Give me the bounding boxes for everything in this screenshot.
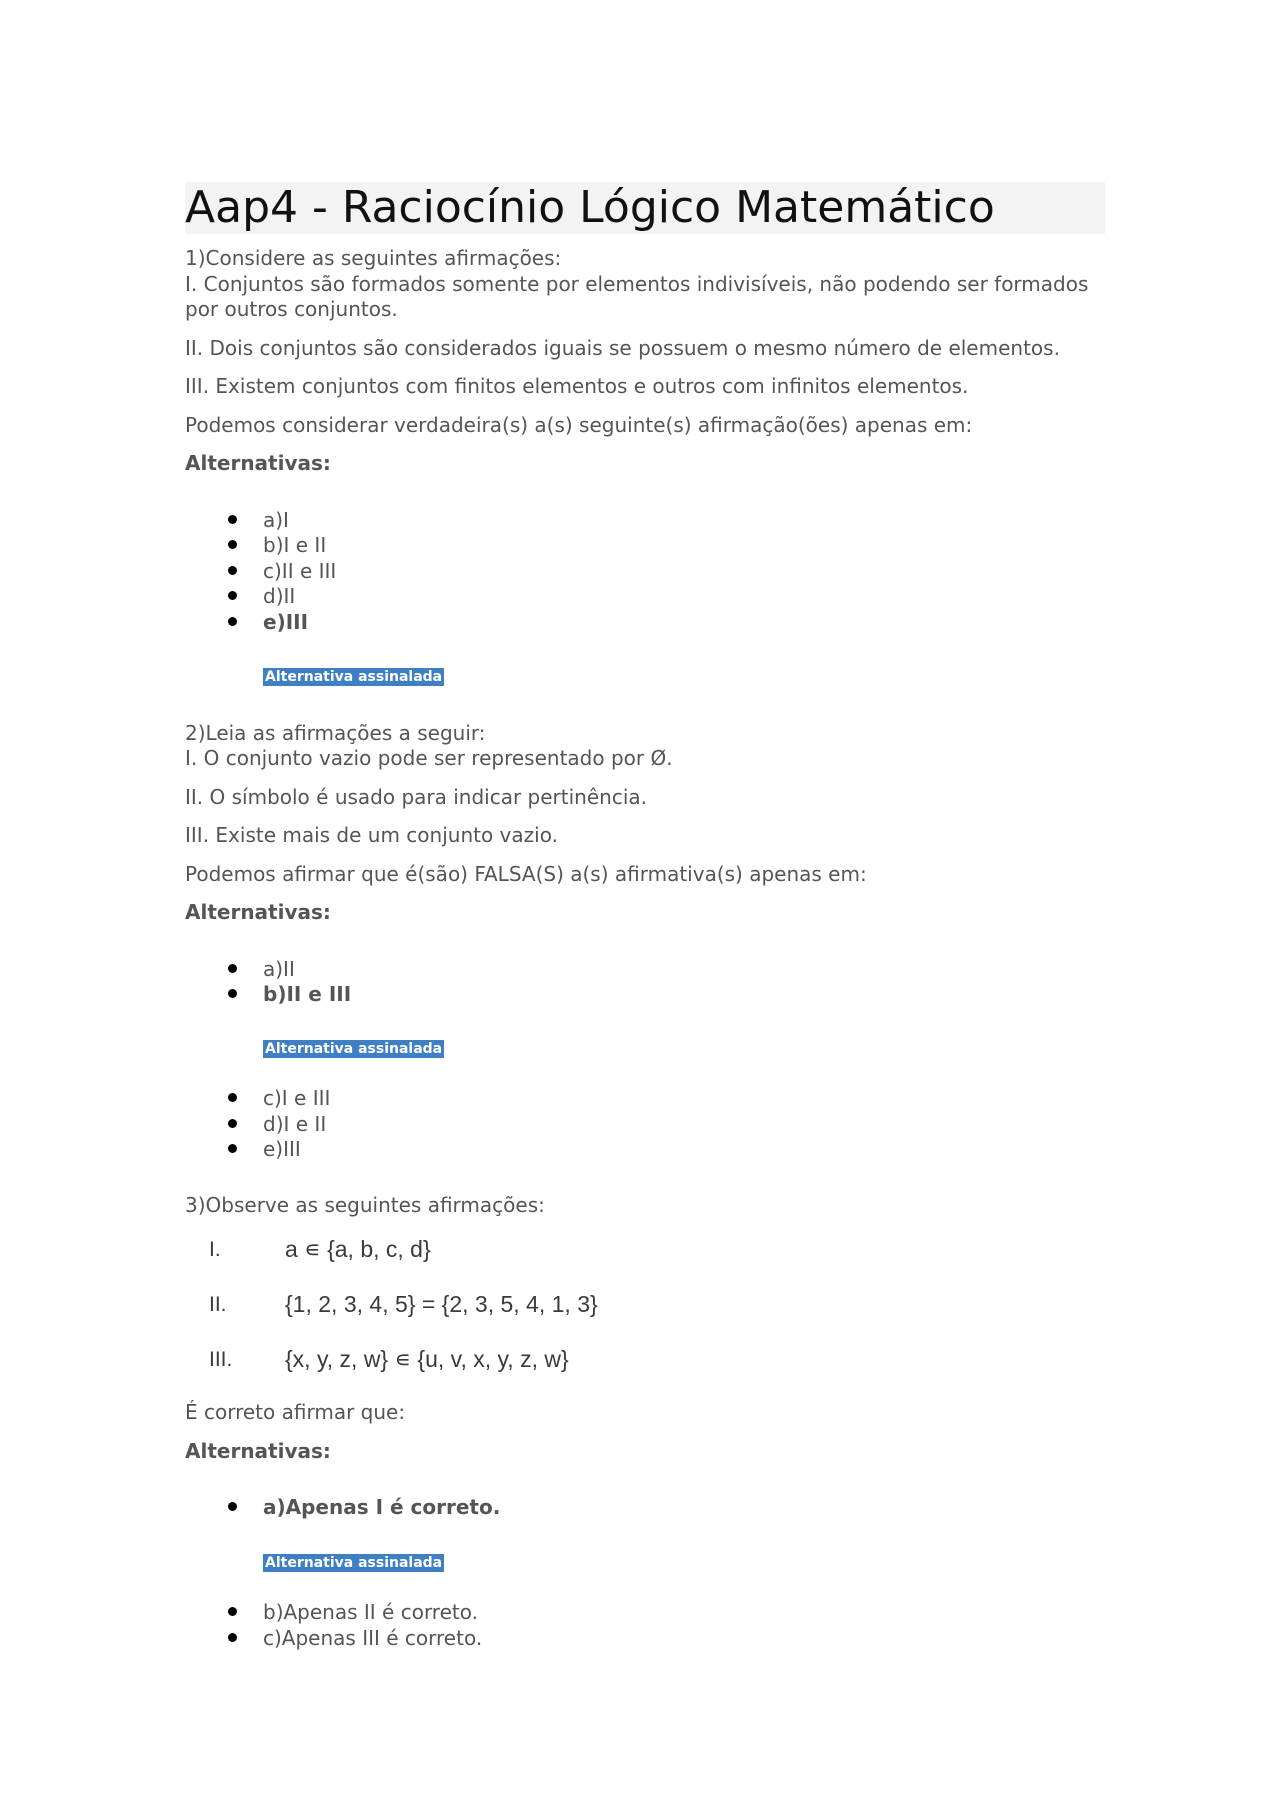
document-content [185,182,1105,1651]
math-statements [193,1222,781,1387]
question-2-options-bottom [185,1086,1105,1163]
selected-badge: Alternativa assinalada [265,669,443,685]
question-1-intro: 1)Considere as seguintes afirmações: [185,246,562,270]
question-2-badge-row [185,1034,1105,1060]
question-2-statement-3: III. Existe mais de um conjunto vazio. [185,823,558,847]
option-d[interactable]: d)I e II [185,1112,1105,1138]
option-c[interactable]: c)Apenas III é correto. [185,1626,1105,1652]
math-statement-1 [193,1222,781,1277]
math-statement-expression: a ∊ {a, b, c, d} [285,1235,431,1262]
math-statement-number: III. [209,1347,233,1371]
question-1-badge-row [185,662,1105,688]
question-3-prompt: É correto afirmar que: [185,1400,406,1424]
question-3-badge-row [185,1548,1105,1574]
question-1 [185,246,1105,688]
question-1-prompt: Podemos considerar verdadeira(s) a(s) seguinte(s) afirmação(ões) apenas em: [185,412,973,437]
question-1-options [185,508,1105,636]
option-a[interactable]: a)II [185,957,1105,983]
selected-badge: Alternativa assinalada [265,1554,443,1571]
question-2-statement-1: I. O conjunto vazio pode ser representado por Ø. [185,746,673,770]
option-b-selected[interactable]: b)II e III [185,982,1105,1008]
option-a[interactable]: a)I [185,508,1105,534]
math-statement-number: I. [209,1237,221,1261]
selected-badge: Alternativa assinalada [265,1040,443,1057]
question-1-statement-3: III. Existem conjuntos com finitos elementos e outros com infinitos elementos. [185,374,969,398]
math-statement-3 [193,1332,781,1387]
option-b[interactable]: b)Apenas II é correto. [185,1600,1105,1626]
question-2-prompt: Podemos afirmar que é(são) FALSA(S) a(s) afirmativa(s) apenas em: [185,861,867,886]
question-3-alternatives-label: Alternativas: [185,1438,331,1463]
option-e-selected[interactable]: e)III [185,610,1105,636]
math-statement-expression: {1, 2, 3, 4, 5} = {2, 3, 5, 4, 1, 3} [285,1290,598,1317]
question-3-options-bottom [185,1600,1105,1651]
math-statement-expression: {x, y, z, w} ∊ {u, v, x, y, z, w} [285,1345,569,1372]
math-statement-2 [193,1277,781,1332]
option-b[interactable]: b)I e II [185,533,1105,559]
question-1-alternatives-label: Alternativas: [185,451,331,475]
option-e[interactable]: e)III [185,1137,1105,1163]
question-2-intro: 2)Leia as afirmações a seguir: [185,720,486,745]
question-3 [185,1193,1105,1652]
question-3-intro: 3)Observe as seguintes afirmações: [185,1192,545,1217]
question-3-options-top [185,1495,1105,1521]
math-statement-number: II. [209,1292,227,1316]
question-1-statement-2: II. Dois conjuntos são considerados iguais se possuem o mesmo número de elementos. [185,335,1060,360]
option-d[interactable]: d)II [185,584,1105,610]
question-2 [185,721,1105,1163]
question-2-alternatives-label: Alternativas: [185,900,331,924]
option-a-selected[interactable]: a)Apenas I é correto. [185,1495,1105,1521]
question-2-statement-2: II. O símbolo é usado para indicar pertinência. [185,784,648,809]
question-2-options-top [185,957,1105,1008]
option-c[interactable]: c)II e III [185,559,1105,585]
page-title: Aap4 - Raciocínio Lógico Matemático [185,182,1105,234]
question-1-statement-1: I. Conjuntos são formados somente por elementos indivisíveis, não podendo ser formados por outros conjuntos. [185,271,1089,321]
option-c[interactable]: c)I e III [185,1086,1105,1112]
